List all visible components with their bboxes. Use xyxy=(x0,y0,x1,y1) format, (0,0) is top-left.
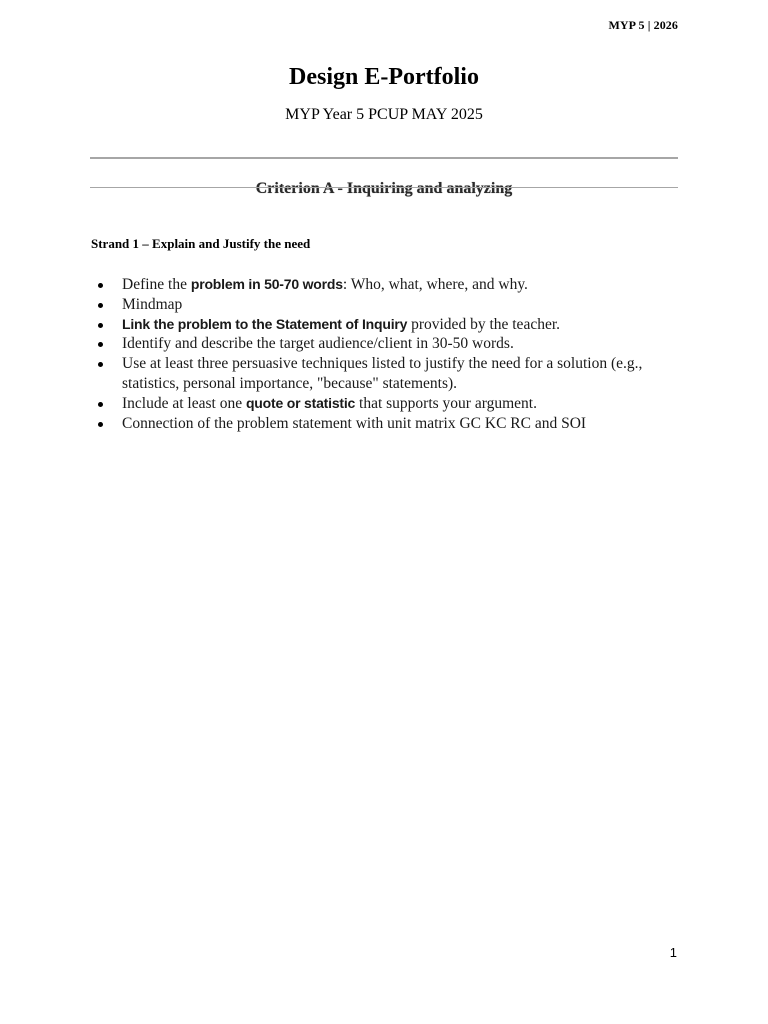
list-item-text: Connection of the problem statement with unit matrix GC KC RC and SOI xyxy=(122,414,587,432)
header-separator: | xyxy=(644,18,654,32)
list-item xyxy=(90,295,690,315)
page-header xyxy=(608,18,678,33)
bullet-icon xyxy=(98,362,103,367)
bullet-icon xyxy=(98,303,103,308)
requirements-list xyxy=(90,275,690,433)
bullet-icon xyxy=(98,402,103,407)
header-course: MYP 5 xyxy=(608,18,645,32)
list-item-text: Include at least one xyxy=(122,394,246,412)
emphasized-text: quote or statistic xyxy=(245,394,356,411)
horizontal-rule-top xyxy=(90,157,678,159)
list-item-text: : Who, what, where, and why. xyxy=(342,276,528,293)
horizontal-rule-criterion xyxy=(90,187,678,188)
criterion-heading: Criterion A - Inquiring and analyzing xyxy=(255,180,513,197)
list-item-text: Identify and describe the target audience/client in 30-50 words. xyxy=(122,335,514,353)
bullet-icon xyxy=(98,422,103,427)
list-item-text: Use at least three persuasive techniques listed to justify the need for a solution (e.g., statistics, personal importance, "because" statements). xyxy=(122,355,643,392)
emphasized-text: problem in 50-70 words xyxy=(190,276,343,292)
page-number: 1 xyxy=(669,945,677,960)
list-item xyxy=(90,275,690,295)
list-item xyxy=(90,354,690,394)
header-year: 2026 xyxy=(653,18,678,32)
list-item xyxy=(90,315,690,335)
list-item xyxy=(90,414,690,434)
list-item-text: Mindmap xyxy=(122,295,183,313)
list-item xyxy=(90,334,690,354)
strand-heading: Strand 1 – Explain and Justify the need xyxy=(91,236,311,251)
bullet-icon xyxy=(98,342,103,347)
list-item xyxy=(90,394,690,414)
emphasized-text: Link the problem to the Statement of Inquiry xyxy=(122,315,408,332)
list-item-text: provided by the teacher. xyxy=(407,315,561,333)
list-item-text: Define the xyxy=(122,276,191,293)
bullet-icon xyxy=(98,283,103,288)
document-title: Design E-Portfolio xyxy=(289,64,479,90)
bullet-icon xyxy=(98,323,103,328)
document-subtitle: MYP Year 5 PCUP MAY 2025 xyxy=(285,106,483,123)
list-item-text: that supports your argument. xyxy=(355,394,537,412)
